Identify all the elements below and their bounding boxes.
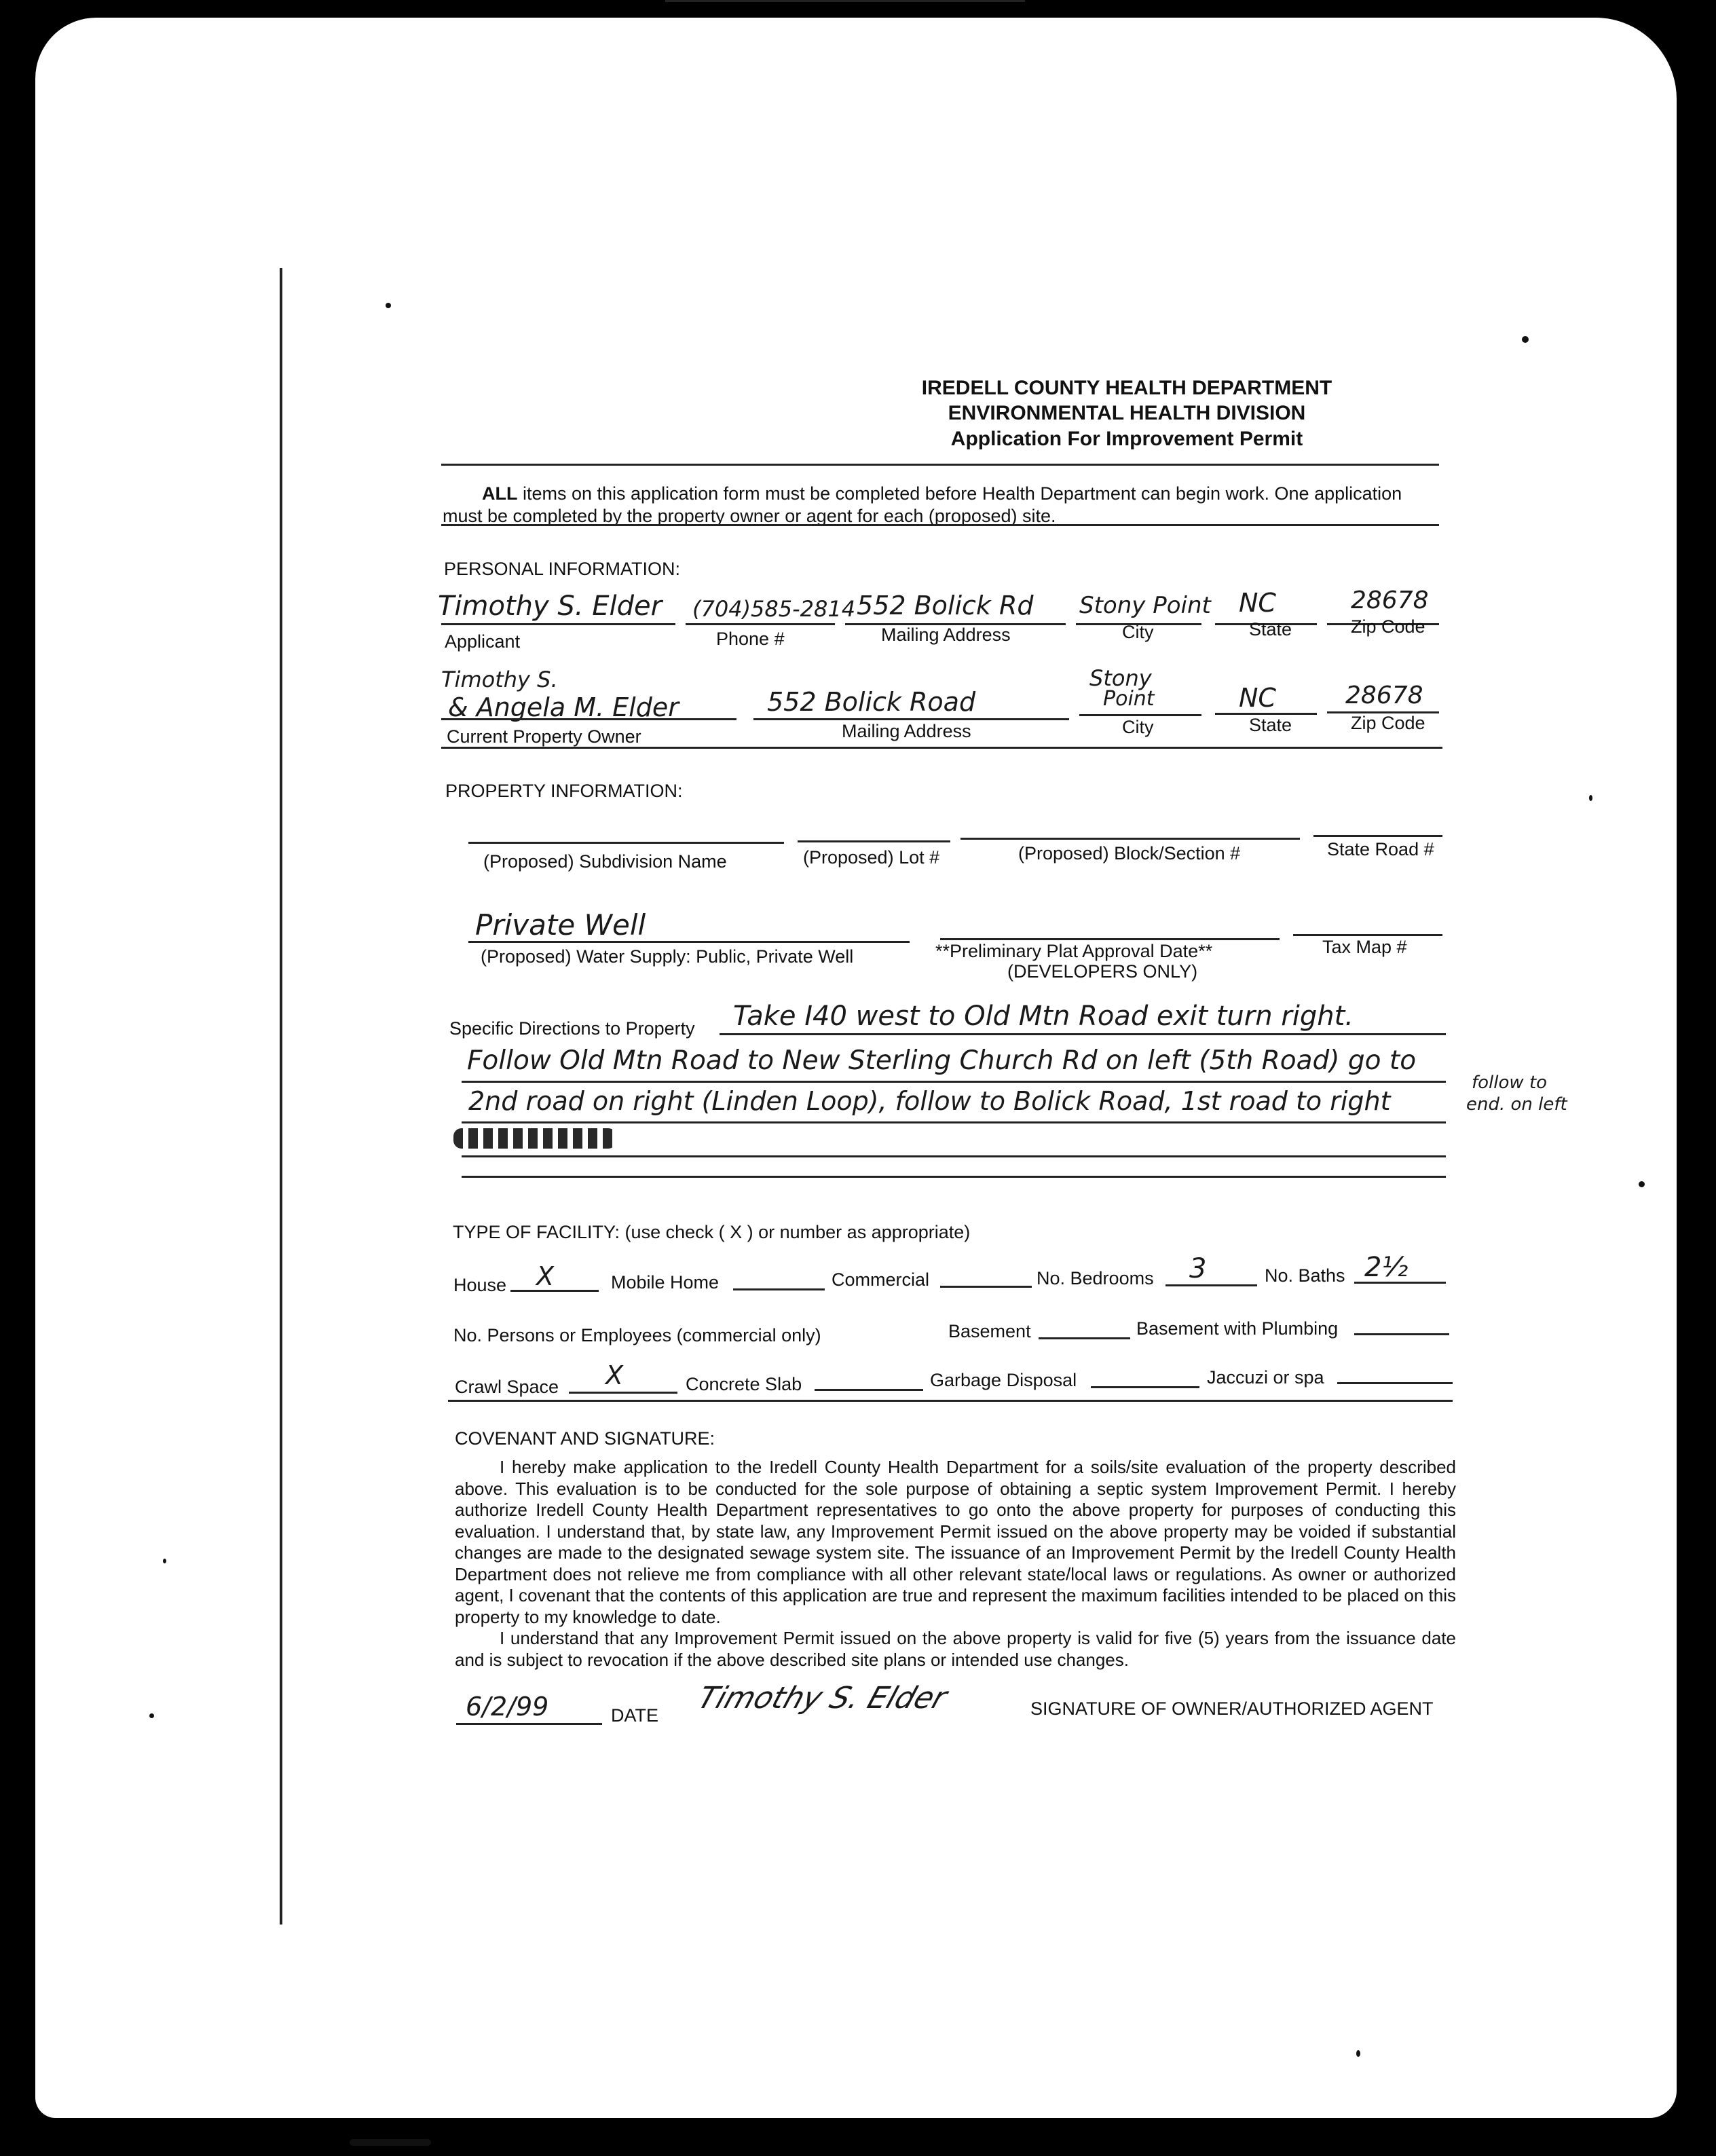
scribble-mark	[453, 1128, 616, 1149]
mobile-home-label: Mobile Home	[611, 1272, 720, 1293]
applicant-phone-value: (704)585-2814	[692, 596, 856, 622]
rule	[441, 524, 1439, 526]
header-line-1: IREDELL COUNTY HEALTH DEPARTMENT	[921, 377, 1332, 399]
owner-mailing-label: Mailing Address	[842, 721, 971, 741]
block-underline	[960, 838, 1300, 840]
subdivision-underline	[468, 842, 784, 844]
bedrooms-underline	[1165, 1284, 1257, 1286]
owner-state-value: NC	[1239, 683, 1276, 713]
commercial-label: Commercial	[832, 1269, 930, 1290]
rule	[441, 747, 1442, 749]
baths-value: 2½	[1364, 1252, 1409, 1283]
water-underline	[468, 941, 910, 943]
rule	[441, 464, 1439, 466]
facility-heading: TYPE OF FACILITY: (use check ( X ) or number as appropriate)	[453, 1222, 971, 1242]
owner-line-2-value: & Angela M. Elder	[448, 692, 679, 722]
applicant-underline	[441, 623, 675, 625]
directions-underline-4	[462, 1155, 1446, 1157]
bedrooms-value: 3	[1189, 1253, 1207, 1284]
concrete-slab-underline	[815, 1389, 923, 1391]
scan-speck	[1639, 1181, 1645, 1187]
binding-edge	[280, 268, 282, 1925]
basement-plumbing-underline	[1354, 1333, 1449, 1335]
garbage-disposal-underline	[1091, 1386, 1199, 1388]
rule	[448, 1400, 1453, 1402]
date-value: 6/2/99	[466, 1692, 549, 1722]
scan-speck	[1356, 2050, 1360, 2057]
directions-line-3: 2nd road on right (Linden Loop), follow to Bolick Road, 1st road to right	[468, 1086, 1391, 1116]
basement-plumbing-label: Basement with Plumbing	[1136, 1318, 1339, 1339]
directions-underline-2	[462, 1081, 1446, 1083]
jacuzzi-underline	[1337, 1382, 1453, 1384]
covenant-paragraph-1: I hereby make application to the Iredell County Health Department for a soils/site evaluation of the property described above. This evaluation is to be conducted for the sole purpose of obtaining a septic system Improvement Permit. I hereby authorize Iredell County Health Department representatives to go onto the above property for purposes of conducting this evaluation. I understand that, by state law, any Improvement Permit issued on the above property may be voided if substantial changes are made to the designated sewage system site. The issuance of an Improvement Permit by the Iredell County Health Department does not relieve me from compliance with all other relevant state/local laws or regulations. As owner or authorized agent, I covenant that the contents of this application are true and represent the maximum facilities intended to be placed on this property to my knowledge to date.	[455, 1457, 1456, 1627]
directions-underline-3	[462, 1121, 1446, 1123]
owner-label: Current Property Owner	[447, 726, 641, 747]
directions-label: Specific Directions to Property	[449, 1018, 695, 1039]
header-line-2: ENVIRONMENTAL HEALTH DIVISION	[948, 402, 1306, 424]
zip-label: Zip Code	[1351, 616, 1425, 637]
plat-label: **Preliminary Plat Approval Date**	[935, 941, 1213, 961]
state-label: State	[1249, 619, 1292, 639]
jacuzzi-label: Jaccuzi or spa	[1207, 1367, 1324, 1388]
directions-underline-5	[462, 1176, 1446, 1178]
taxmap-underline	[1293, 934, 1442, 936]
scan-speck	[386, 303, 391, 308]
owner-underline	[441, 718, 736, 720]
basement-underline	[1039, 1337, 1130, 1339]
scan-smudge	[350, 2139, 431, 2146]
owner-address-value: 552 Bolick Road	[767, 687, 976, 717]
signature-value: Timothy S. Elder	[693, 1681, 952, 1715]
city-label: City	[1122, 622, 1154, 642]
mailing-label: Mailing Address	[881, 625, 1011, 645]
lot-underline	[798, 840, 950, 842]
date-underline	[456, 1723, 602, 1725]
mobile-home-underline	[733, 1288, 825, 1290]
directions-line-1: Take I40 west to Old Mtn Road exit turn right.	[733, 1001, 1354, 1032]
crawl-space-label: Crawl Space	[455, 1377, 559, 1397]
personal-heading: PERSONAL INFORMATION:	[444, 559, 681, 579]
applicant-state-value: NC	[1239, 588, 1276, 618]
applicant-city-value: Stony Point	[1079, 592, 1211, 619]
concrete-slab-label: Concrete Slab	[686, 1374, 802, 1394]
commercial-underline	[940, 1286, 1032, 1288]
applicant-name-value: Timothy S. Elder	[438, 591, 663, 622]
intro-line-1	[482, 483, 1402, 504]
directions-side-1: follow to	[1472, 1073, 1548, 1093]
bedrooms-label: No. Bedrooms	[1037, 1268, 1154, 1288]
plat-sublabel: (DEVELOPERS ONLY)	[1007, 961, 1198, 982]
road-underline	[1313, 835, 1442, 837]
crawl-space-value: X	[605, 1360, 624, 1390]
owner-city-value-1: Stony	[1089, 665, 1152, 691]
covenant-paragraph-2: I understand that any Improvement Permit issued on the above property is valid for five (5) years from the issuance date and is subject to revocation if the above described site plans or intended use changes.	[455, 1628, 1456, 1670]
owner-line-1-value: Timothy S.	[441, 667, 558, 692]
block-label: (Proposed) Block/Section #	[1018, 843, 1241, 863]
applicant-zip-value: 28678	[1351, 587, 1429, 614]
intro-line-2: must be completed by the property owner or agent for each (proposed) site.	[443, 506, 1056, 526]
owner-zip-value: 28678	[1345, 682, 1423, 709]
subdivision-label: (Proposed) Subdivision Name	[483, 851, 727, 872]
scan-speck	[1522, 336, 1529, 343]
water-supply-value: Private Well	[475, 908, 646, 942]
property-heading: PROPERTY INFORMATION:	[445, 781, 683, 801]
directions-underline-1	[720, 1033, 1446, 1035]
intro-text-1: items on this application form must be completed before Health Department can begin work. One application	[517, 483, 1402, 504]
date-label: DATE	[611, 1705, 659, 1726]
baths-underline	[1354, 1282, 1446, 1284]
scan-speck	[163, 1559, 166, 1563]
applicant-label: Applicant	[445, 631, 521, 652]
phone-label: Phone #	[716, 629, 785, 649]
house-value: X	[536, 1261, 555, 1291]
signature-label: SIGNATURE OF OWNER/AUTHORIZED AGENT	[1030, 1698, 1434, 1719]
directions-side-2: end. on left	[1466, 1094, 1567, 1115]
owner-state-label: State	[1249, 715, 1292, 735]
directions-line-2: Follow Old Mtn Road to New Sterling Church Rd on left (5th Road) go to	[467, 1045, 1417, 1076]
owner-city-underline	[1079, 714, 1201, 716]
covenant-heading: COVENANT AND SIGNATURE:	[455, 1428, 715, 1449]
house-underline	[510, 1290, 599, 1292]
owner-city-value-2: Point	[1103, 687, 1155, 711]
scan-speck	[149, 1713, 154, 1718]
water-supply-label: (Proposed) Water Supply: Public, Private Well	[481, 946, 854, 967]
applicant-address-value: 552 Bolick Rd	[857, 591, 1034, 620]
phone-underline	[686, 623, 835, 625]
plat-underline	[940, 938, 1280, 940]
lot-label: (Proposed) Lot #	[803, 847, 940, 868]
header-line-3: Application For Improvement Permit	[950, 428, 1303, 450]
owner-city-label: City	[1122, 717, 1154, 737]
basement-label: Basement	[948, 1321, 1031, 1341]
owner-zip-label: Zip Code	[1351, 713, 1425, 733]
crawl-space-underline	[569, 1392, 677, 1394]
garbage-disposal-label: Garbage Disposal	[930, 1370, 1077, 1390]
owner-mailing-underline	[753, 718, 1069, 720]
road-label: State Road #	[1327, 839, 1434, 859]
taxmap-label: Tax Map #	[1322, 937, 1407, 957]
persons-label: No. Persons or Employees (commercial only)	[453, 1325, 821, 1345]
baths-label: No. Baths	[1265, 1265, 1345, 1286]
signature-underline	[665, 0, 1025, 2]
intro-bold: ALL	[482, 483, 518, 504]
scan-speck	[1589, 795, 1592, 801]
house-label: House	[453, 1275, 507, 1295]
